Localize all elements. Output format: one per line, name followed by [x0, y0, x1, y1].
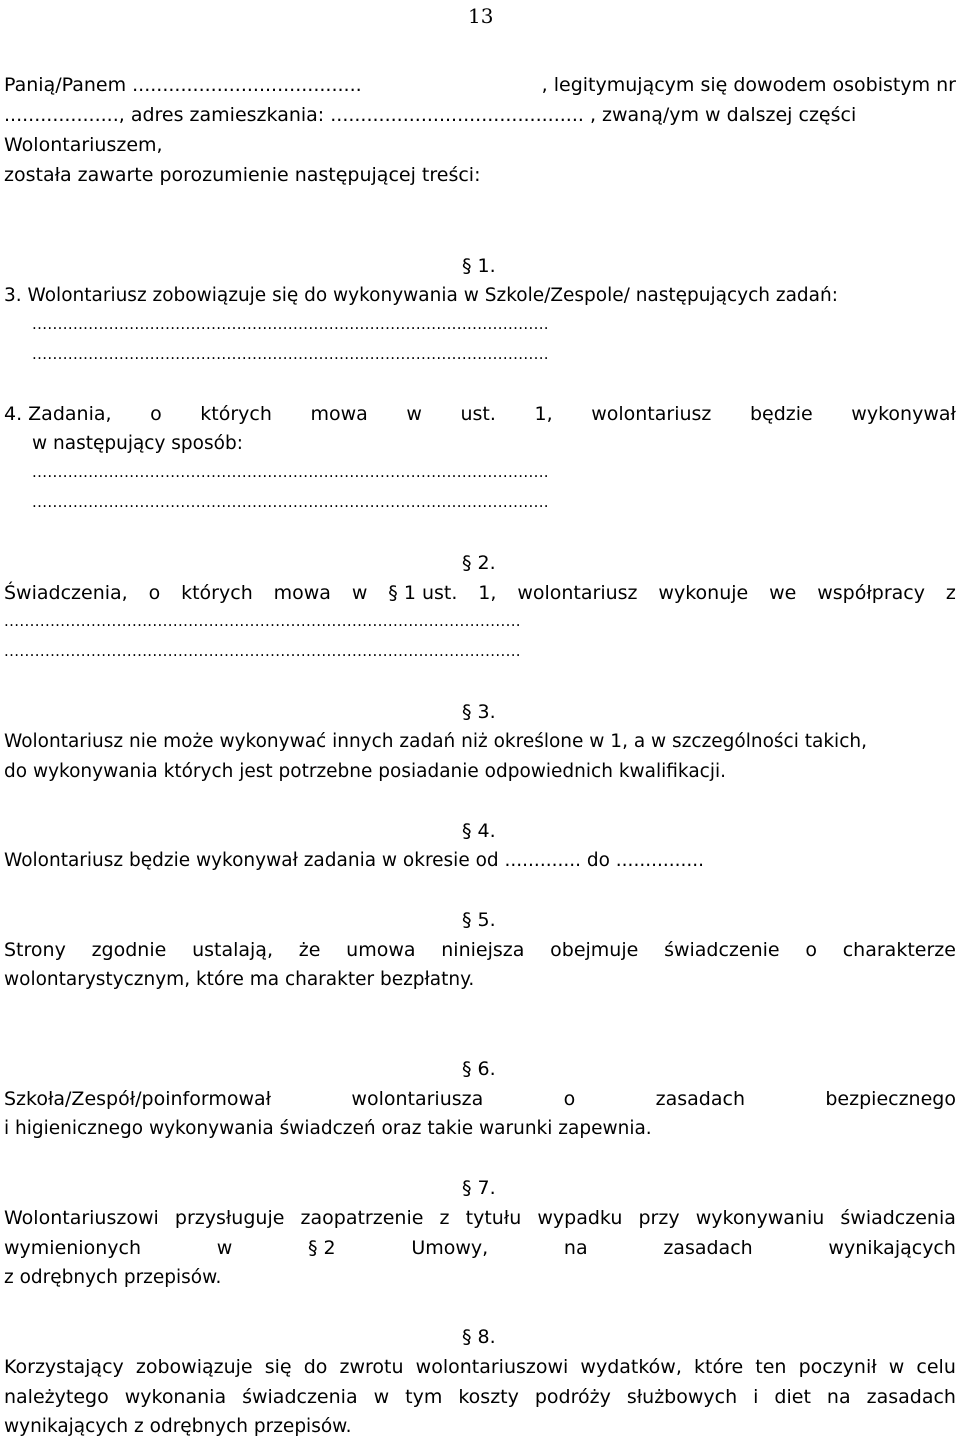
word: służbowych: [626, 1386, 738, 1408]
section-sign-icon: §: [462, 701, 472, 723]
word: obejmuje: [550, 939, 639, 961]
section-6-line-2: i higienicznego wykonywania świadczeń oraz takie warunki zapewnia.: [4, 1118, 652, 1139]
word: Umowy,: [411, 1237, 489, 1259]
section-1-dots-2: .....................................................................................................: [32, 345, 549, 363]
word: w: [888, 1356, 905, 1378]
section-1b-line-2: w następujący sposób:: [32, 433, 243, 454]
word: wolontariuszowi: [415, 1356, 569, 1378]
word: Wolontariuszowi: [4, 1207, 159, 1229]
page-number: 13: [468, 4, 494, 28]
section-5-number: 5.: [477, 909, 496, 931]
section-2-dots-2: .....................................................................................................: [4, 642, 521, 660]
section-2-heading: [462, 554, 496, 573]
section-sign-icon: §: [462, 552, 472, 574]
word: w: [406, 403, 422, 425]
word: wydatków,: [580, 1356, 682, 1378]
word: świadczenie: [664, 939, 780, 961]
word: wolontariusz: [591, 403, 712, 425]
word: świadczenia: [242, 1386, 358, 1408]
word: w: [373, 1386, 390, 1408]
word: wolontariusza: [351, 1088, 484, 1110]
word: wykonywał: [851, 403, 956, 425]
word: z: [439, 1207, 450, 1229]
word: na: [826, 1386, 851, 1408]
word: Świadczenia,: [4, 582, 128, 604]
word: ten: [755, 1356, 787, 1378]
section-sign-icon: §: [462, 909, 472, 931]
section-sign-icon: §: [462, 1058, 472, 1080]
word: ust.: [460, 403, 496, 425]
section-8-heading: [462, 1328, 496, 1347]
section-3-number: 3.: [477, 701, 496, 723]
word: zwrotu: [339, 1356, 404, 1378]
word: koszty: [458, 1386, 519, 1408]
section-5-line-2: wolontarystycznym, które ma charakter bezpłatny.: [4, 969, 475, 990]
word: w: [351, 582, 368, 604]
word: w: [216, 1237, 233, 1259]
section-3-heading: [462, 703, 496, 722]
section-1-dots-1: .....................................................................................................: [32, 315, 549, 333]
section-1-number: 1.: [477, 255, 496, 277]
word: zasadach: [866, 1386, 956, 1408]
section-5-heading: [462, 911, 496, 930]
word: i: [753, 1386, 759, 1408]
word: wykonywaniu: [695, 1207, 825, 1229]
section-3-line-2: do wykonywania których jest potrzebne posiadanie odpowiednich kwalifikacji.: [4, 761, 726, 782]
section-7-line-3: z odrębnych przepisów.: [4, 1267, 222, 1288]
word: 1 ust.: [403, 582, 458, 604]
word: świadczenia: [840, 1207, 956, 1229]
section-8-line-1: [4, 1358, 956, 1377]
word: o: [148, 582, 161, 604]
section-6-heading: [462, 1060, 496, 1079]
word: współpracy: [817, 582, 925, 604]
word: wykonania: [124, 1386, 227, 1408]
word: Strony: [4, 939, 66, 961]
intro-line-3: Wolontariuszem,: [4, 134, 163, 156]
section-2-number: 2.: [477, 552, 496, 574]
word: we: [769, 582, 797, 604]
word: których: [181, 582, 253, 604]
word: wymienionych: [4, 1237, 141, 1259]
word: przy: [638, 1207, 680, 1229]
word: które: [694, 1356, 744, 1378]
section-4-heading: [462, 822, 496, 841]
section-7-heading: [462, 1179, 496, 1198]
intro-line-2: ..................., adres zamieszkania: .......................................... , zwaną/ym w dalszej części: [4, 104, 857, 126]
section-1b-line-1: [4, 405, 956, 424]
word: diet: [774, 1386, 811, 1408]
section-8-line-3: wynikających z odrębnych przepisów.: [4, 1416, 352, 1437]
section-6-number: 6.: [477, 1058, 496, 1080]
word: zasadach: [663, 1237, 753, 1259]
section-2-dots-1: .....................................................................................................: [4, 612, 521, 630]
word: na: [563, 1237, 588, 1259]
word: poczynił: [798, 1356, 877, 1378]
word: 1,: [534, 403, 553, 425]
word: charakterze: [842, 939, 956, 961]
section-7-line-2: [4, 1239, 956, 1258]
word: 1,: [478, 582, 497, 604]
word: ustalają,: [192, 939, 273, 961]
word: będzie: [749, 403, 813, 425]
word: tytułu: [465, 1207, 522, 1229]
word: o: [563, 1088, 576, 1110]
section-1b-dots-1: .....................................................................................................: [32, 463, 549, 481]
word: się: [264, 1356, 292, 1378]
word: zgodnie: [91, 939, 167, 961]
section-1-heading: [462, 257, 496, 276]
word: o: [150, 403, 162, 425]
word: 4. Zadania,: [4, 403, 112, 425]
section-sign-icon: §: [462, 255, 472, 277]
word: których: [200, 403, 272, 425]
word: podróży: [534, 1386, 611, 1408]
word: zaopatrzenie: [300, 1207, 424, 1229]
section-1-line-1: 3. Wolontariusz zobowiązuje się do wykonywania w Szkole/Zespole/ następujących zadań:: [4, 285, 838, 306]
word: Korzystający: [4, 1356, 124, 1378]
word: Szkoła/Zespół/poinformował: [4, 1088, 272, 1110]
word: wynikających: [828, 1237, 956, 1259]
section-4-number: 4.: [477, 820, 496, 842]
intro-line-4: została zawarte porozumienie następującej treści:: [4, 164, 481, 186]
section-2-line-1: [4, 584, 956, 603]
word: wypadku: [537, 1207, 623, 1229]
word: wolontariusz: [517, 582, 638, 604]
word: z: [945, 582, 956, 604]
section-1b-dots-2: .....................................................................................................: [32, 493, 549, 511]
section-sign-icon: §: [462, 1177, 472, 1199]
word: umowa: [346, 939, 416, 961]
intro-line-1-right: , legitymującym się dowodem osobistym nr: [541, 74, 956, 96]
section-5-line-1: [4, 941, 956, 960]
word: o: [805, 939, 817, 961]
section-8-line-2: [4, 1388, 956, 1407]
section-4-line-1: Wolontariusz będzie wykonywał zadania w okresie od ............. do ...............: [4, 850, 705, 871]
word: mowa: [310, 403, 368, 425]
word: wykonuje: [658, 582, 749, 604]
word: przysługuje: [174, 1207, 285, 1229]
word: zobowiązuje: [135, 1356, 253, 1378]
word: niniejsza: [441, 939, 525, 961]
section-sign-icon: §: [388, 582, 398, 604]
word: zasadach: [655, 1088, 745, 1110]
word: celu: [916, 1356, 956, 1378]
word: należytego: [4, 1386, 109, 1408]
intro-line-1: [4, 76, 956, 95]
section-8-number: 8.: [477, 1326, 496, 1348]
word: do: [303, 1356, 328, 1378]
section-7-number: 7.: [477, 1177, 496, 1199]
word: bezpiecznego: [825, 1088, 956, 1110]
word-with-section-sign: [308, 1239, 336, 1258]
word: że: [298, 939, 321, 961]
word: 2: [323, 1237, 336, 1259]
section-7-line-1: [4, 1209, 956, 1228]
section-sign-icon: §: [462, 1326, 472, 1348]
section-3-line-1: Wolontariusz nie może wykonywać innych zadań niż określone w 1, a w szczególności takich,: [4, 731, 867, 752]
word: mowa: [273, 582, 331, 604]
word: tym: [405, 1386, 443, 1408]
section-sign-icon: §: [462, 820, 472, 842]
section-sign-icon: §: [307, 1237, 318, 1259]
word-with-section-sign: [388, 584, 457, 603]
intro-line-1-left: Panią/Panem ......................................: [4, 74, 362, 96]
section-6-line-1: [4, 1090, 956, 1109]
